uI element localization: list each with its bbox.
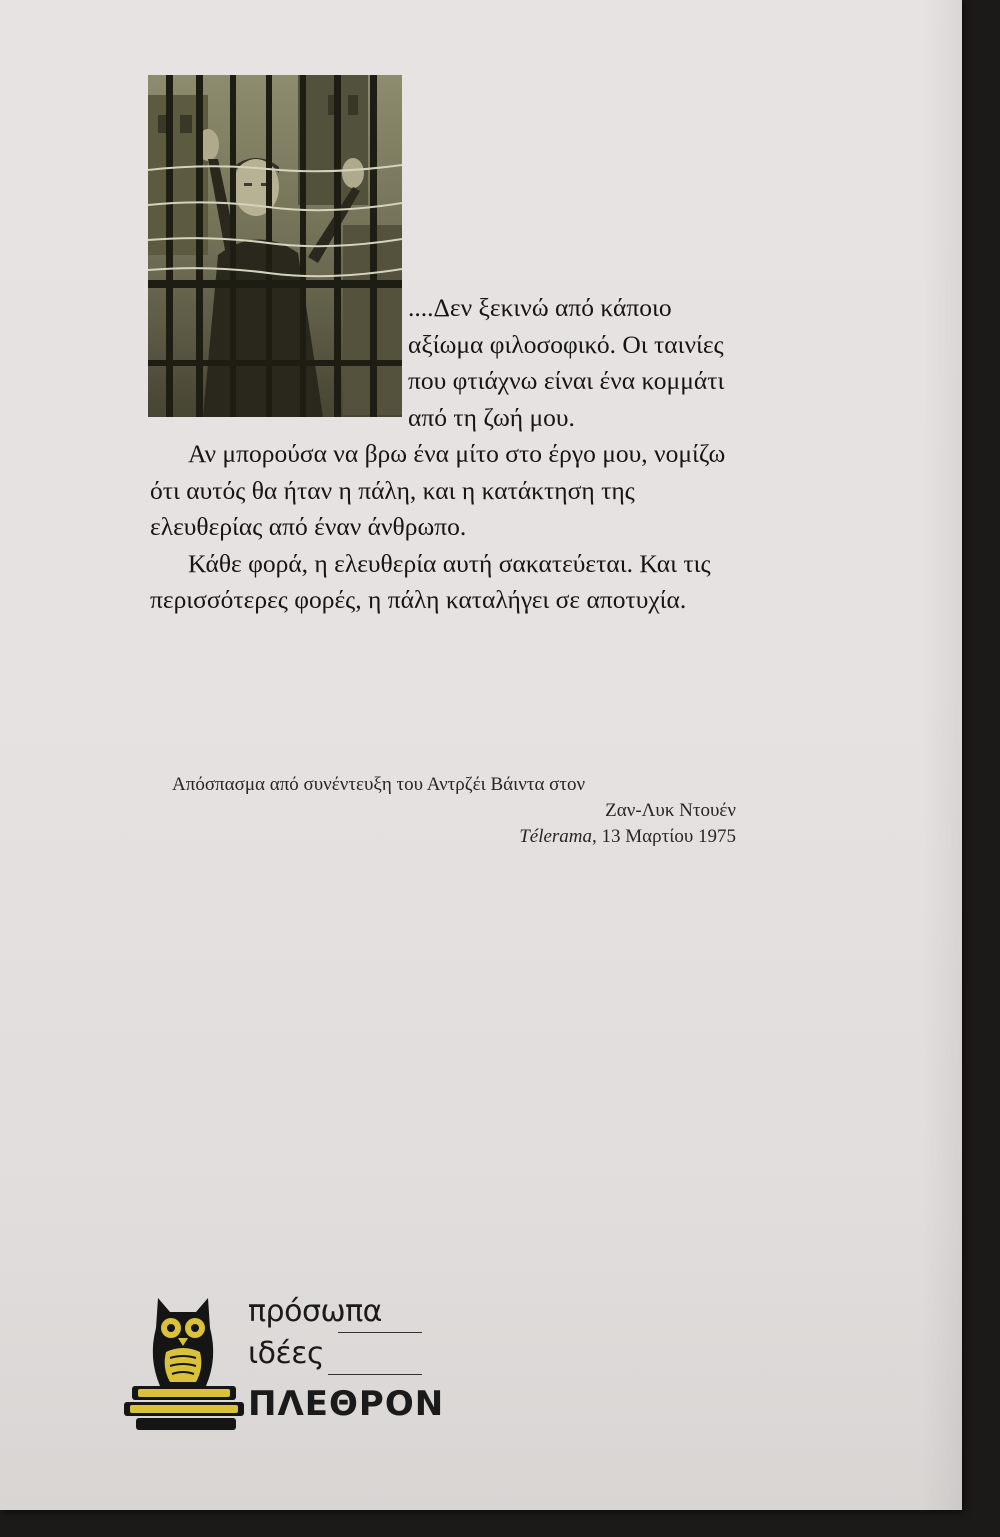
owl-on-books-icon	[118, 1288, 248, 1438]
publisher-name: ΠΛΕΘΡΟΝ	[248, 1384, 445, 1424]
wordmark-rule-1	[338, 1332, 422, 1333]
wordmark-rule-2	[328, 1374, 422, 1375]
quote-block	[150, 290, 750, 619]
quote-paragraph-2: Αν μπορούσα να βρω ένα μίτο στο έργο μου, νομίζω ότι αυτός θα ήταν η πάλη, και η κατάκτηση της ελευθερίας από έναν άνθρωπο.	[150, 439, 726, 541]
attribution-interviewer: Ζαν-Λυκ Ντουέν	[605, 800, 736, 821]
cover-edge-shadow	[922, 0, 962, 1510]
quote-opening: ....Δεν ξεκινώ από κάποιο αξίωμα φιλοσοφικό. Οι ταινίες που φτιάχνω είναι ένα κομμάτι από τη ζωή μου.	[408, 293, 725, 432]
quote-paragraph-3: Κάθε φορά, η ελευθερία αυτή σακατεύεται. Και τις περισσότερες φορές, η πάλη καταλήγει σε αποτυχία.	[150, 548, 711, 614]
photo-text-wrap-spacer	[150, 290, 408, 429]
series-name-line-2: ιδέες	[248, 1336, 325, 1371]
attribution-date: , 13 Μαρτίου 1975	[592, 826, 736, 847]
attribution-publication: Télerama	[519, 826, 593, 847]
attribution-line-1: Απόσπασμα από συνέντευξη του Αντρζέι Βάιντα στον	[172, 774, 586, 795]
publisher-logo	[118, 1288, 448, 1438]
attribution-source	[150, 824, 736, 850]
series-name-line-1: πρόσωπα	[248, 1294, 382, 1329]
quote-attribution	[150, 772, 736, 850]
